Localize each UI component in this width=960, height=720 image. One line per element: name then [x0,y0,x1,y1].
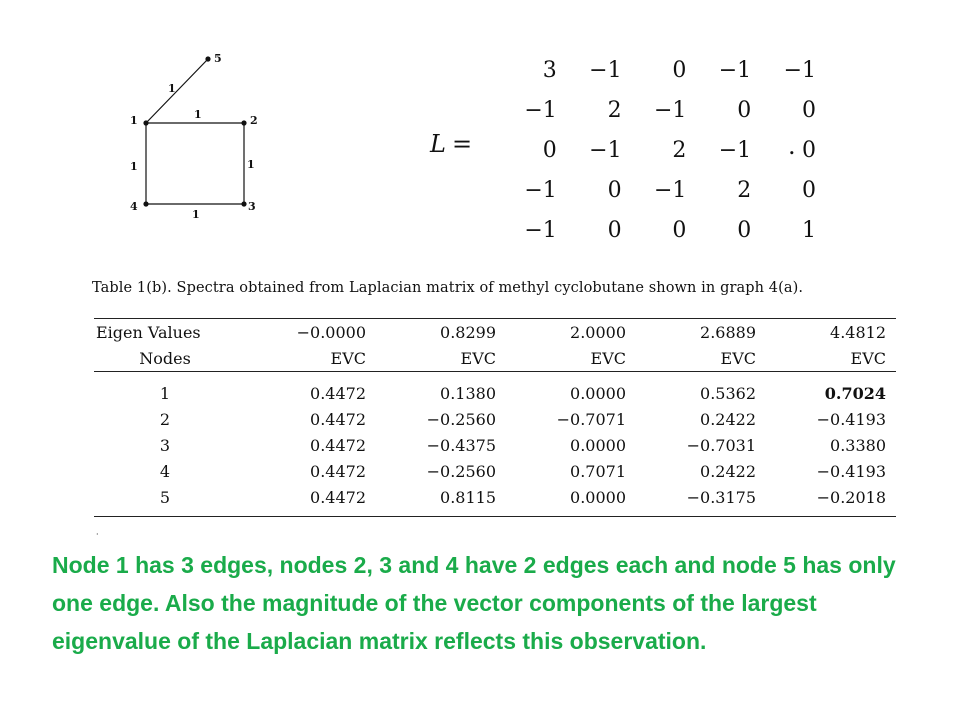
table-row [94,458,896,484]
table-cell: −0.4193 [816,409,886,429]
table-row [94,372,896,407]
matrix-cell: 0 [607,177,622,203]
table-cell: 0.5362 [700,383,756,403]
table-caption: Table 1(b). Spectra obtained from Laplacian matrix of methyl cyclobutane shown in graph 4(a). [92,280,804,296]
table-cell: 0.4472 [310,435,366,455]
stray-mark: · [96,530,99,539]
table-cell: 0.2422 [700,461,756,481]
table-cell: 0.2422 [700,409,756,429]
matrix-row [496,90,820,130]
matrix-cell: −1 [524,177,557,203]
matrix-cell: 2 [737,177,752,203]
matrix-equals: = [452,130,473,158]
table-row [94,432,896,458]
header-cell: EVC [330,348,366,368]
matrix-label: L [430,130,446,158]
matrix-cell: 0 [607,217,622,243]
edge-label-1-2: 1 [194,108,202,121]
table-cell: 4 [159,461,171,481]
header-cell: 2.6889 [700,322,756,342]
laplacian-matrix [430,50,820,250]
edge-label-3-4: 1 [192,208,200,221]
table-cell: 5 [94,484,246,517]
table-cell: 0.0000 [506,484,636,517]
matrix-cell: 0 [542,137,557,163]
matrix-cell: 0 [672,57,687,83]
matrix-cell: −1 [718,137,752,163]
header-cell: Eigen Values [96,322,201,342]
table-row [94,406,896,432]
table-cell: −0.4193 [816,461,886,481]
table-cell: −0.3175 [636,484,766,517]
header-cell: −0.0000 [296,322,366,342]
table-cell: 0.3380 [830,435,886,455]
table-cell: 1 [159,383,171,403]
node-3-label: 3 [248,200,256,213]
node-1-label: 1 [130,114,138,127]
matrix-cell: 1 [802,217,816,243]
table-cell: 3 [159,435,171,455]
table-cell: 2 [159,409,171,429]
matrix-cell: −1 [783,57,816,83]
node-5-dot [205,56,210,61]
table-cell: 0.8115 [376,484,506,517]
node-2-label: 2 [250,114,258,127]
table-cell: −0.2018 [766,484,896,517]
matrix-cell: 0 [737,97,752,123]
header-cell: 2.0000 [570,322,626,342]
table-cell: −0.2560 [426,461,496,481]
matrix-cell: −1 [653,177,687,203]
header-cell: Nodes [139,348,191,368]
table-cell: 0.4472 [310,383,366,403]
header-row-nodes [94,345,896,372]
table-cell: 0.0000 [570,435,626,455]
table-cell: 0.0000 [570,383,626,403]
matrix-cell: 0 [802,177,816,203]
matrix-row [496,210,820,250]
header-cell: EVC [590,348,626,368]
header-cell: EVC [460,348,496,368]
matrix-row [496,170,820,210]
matrix-cell: 3 [542,57,557,83]
table-cell: −0.2560 [426,409,496,429]
table-cell: 0.4472 [310,461,366,481]
matrix-cell: −1 [718,57,752,83]
edge-label-2-3: 1 [247,158,255,171]
matrix-cell: 0 [672,217,687,243]
table-cell: 0.1380 [440,383,496,403]
node-5-label: 5 [214,52,222,65]
edge-label-1-5: 1 [168,82,176,95]
observation-note: Node 1 has 3 edges, nodes 2, 3 and 4 have 2 edges each and node 5 has only one edge. Also the magnitude of the vector components of the largest eigenvalue of the Laplacian matrix reflects this observation. [52,552,896,654]
table-cell: 0.7071 [570,461,626,481]
matrix-cell: 2 [607,97,622,123]
spectra-table [94,318,896,517]
matrix-cell: −1 [524,97,557,123]
matrix-cell: −1 [589,137,622,163]
matrix-cell: −1 [589,57,622,83]
matrix-cell: −1 [653,97,687,123]
methyl-cyclobutane-graph [110,40,280,230]
node-4-dot [143,201,148,206]
matrix-cell: 0 [802,137,816,163]
matrix-cell: 0 [802,97,816,123]
node-3-dot [241,201,246,206]
header-cell: EVC [850,348,886,368]
edge-label-4-1: 1 [130,160,138,173]
header-row-eigenvalues [94,319,896,346]
matrix-row [496,50,820,90]
table-cell: 0.7024 [824,383,886,403]
matrix-cell: −1 [524,217,557,243]
matrix-period: . [788,132,796,160]
header-cell: EVC [720,348,756,368]
table-cell: 0.4472 [246,484,376,517]
table-cell: −0.4375 [426,435,496,455]
matrix-cell: 0 [737,217,752,243]
matrix-grid [496,50,820,250]
header-cell: 4.4812 [830,322,886,342]
table-cell: −0.7031 [686,435,756,455]
table-row [94,484,896,517]
node-2-dot [241,120,246,125]
header-cell: 0.8299 [440,322,496,342]
table-cell: 0.4472 [310,409,366,429]
matrix-row [496,130,820,170]
matrix-cell: 2 [672,137,687,163]
node-1-dot [143,120,148,125]
table-cell: −0.7071 [556,409,626,429]
node-4-label: 4 [130,200,138,213]
